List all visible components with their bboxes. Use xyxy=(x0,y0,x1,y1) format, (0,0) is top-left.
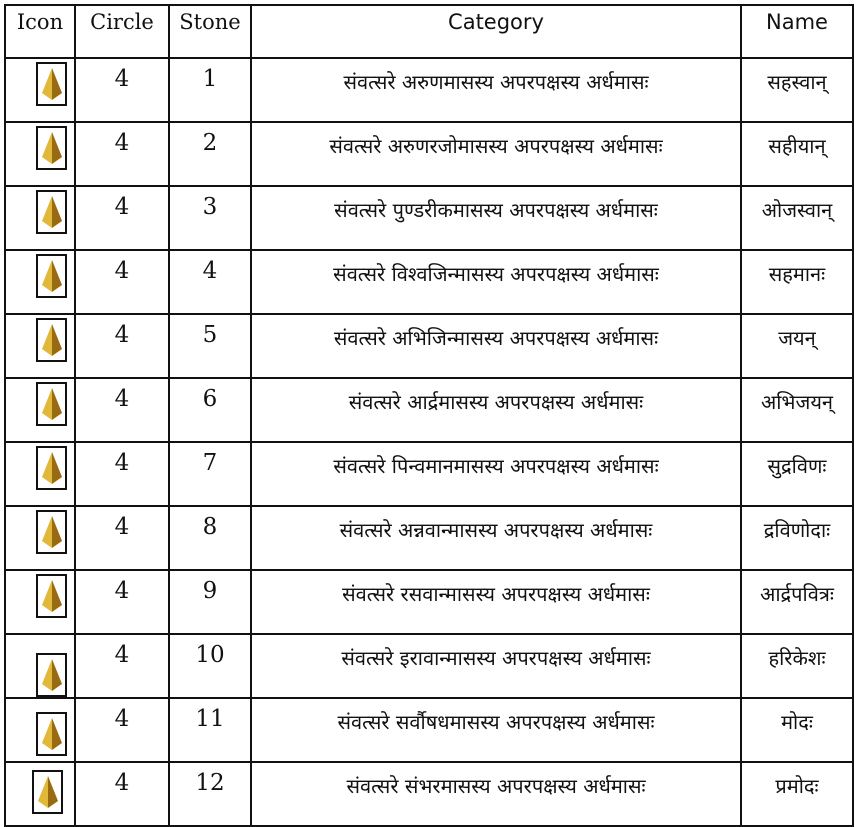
gold-pyramid-icon xyxy=(36,126,67,170)
name-cell: आर्द्रपवित्रः xyxy=(741,570,853,634)
stone-cell: 1 xyxy=(169,58,251,122)
icon-cell xyxy=(5,442,75,506)
category-cell: संवत्सरे इरावान्मासस्य अपरपक्षस्य अर्धमासः xyxy=(251,634,741,698)
stone-cell: 10 xyxy=(169,634,251,698)
stones-table xyxy=(4,4,854,827)
header-name: Name xyxy=(741,5,853,58)
stone-cell: 3 xyxy=(169,186,251,250)
table-row xyxy=(5,506,853,570)
gold-pyramid-icon xyxy=(36,653,67,697)
name-cell: प्रमोदः xyxy=(741,762,853,826)
name-cell: सहमानः xyxy=(741,250,853,314)
icon-cell xyxy=(5,378,75,442)
icon-cell xyxy=(5,506,75,570)
icon-cell xyxy=(5,314,75,378)
category-cell: संवत्सरे अरुणमासस्य अपरपक्षस्य अर्धमासः xyxy=(251,58,741,122)
table-row xyxy=(5,250,853,314)
stone-cell: 11 xyxy=(169,698,251,762)
name-cell: मोदः xyxy=(741,698,853,762)
category-cell: संवत्सरे अरुणरजोमासस्य अपरपक्षस्य अर्धमासः xyxy=(251,122,741,186)
name-cell: हरिकेशः xyxy=(741,634,853,698)
name-cell: सहस्वान् xyxy=(741,58,853,122)
circle-cell: 4 xyxy=(75,442,169,506)
name-cell: जयन् xyxy=(741,314,853,378)
stone-cell: 2 xyxy=(169,122,251,186)
circle-cell: 4 xyxy=(75,570,169,634)
gold-pyramid-icon xyxy=(36,382,67,426)
category-cell: संवत्सरे अभिजिन्मासस्य अपरपक्षस्य अर्धमासः xyxy=(251,314,741,378)
stone-cell: 12 xyxy=(169,762,251,826)
category-cell: संवत्सरे विश्वजिन्मासस्य अपरपक्षस्य अर्धमासः xyxy=(251,250,741,314)
stone-cell: 7 xyxy=(169,442,251,506)
table-row xyxy=(5,634,853,698)
icon-cell xyxy=(5,58,75,122)
icon-cell xyxy=(5,698,75,762)
icon-cell xyxy=(5,122,75,186)
table-row xyxy=(5,58,853,122)
category-cell: संवत्सरे पुण्डरीकमासस्य अपरपक्षस्य अर्धमासः xyxy=(251,186,741,250)
name-cell: अभिजयन् xyxy=(741,378,853,442)
table-row xyxy=(5,122,853,186)
icon-cell xyxy=(5,570,75,634)
gold-pyramid-icon xyxy=(36,190,67,234)
stone-cell: 9 xyxy=(169,570,251,634)
gold-pyramid-icon xyxy=(36,318,67,362)
header-icon: Icon xyxy=(5,5,75,58)
gold-pyramid-icon xyxy=(36,712,67,756)
circle-cell: 4 xyxy=(75,250,169,314)
icon-cell xyxy=(5,762,75,826)
table-row xyxy=(5,698,853,762)
circle-cell: 4 xyxy=(75,186,169,250)
gold-pyramid-icon xyxy=(36,62,67,106)
circle-cell: 4 xyxy=(75,506,169,570)
stone-cell: 6 xyxy=(169,378,251,442)
category-cell: संवत्सरे अन्नवान्मासस्य अपरपक्षस्य अर्धमासः xyxy=(251,506,741,570)
circle-cell: 4 xyxy=(75,314,169,378)
gold-pyramid-icon xyxy=(32,770,63,814)
stone-cell: 8 xyxy=(169,506,251,570)
header-category: Category xyxy=(251,5,741,58)
circle-cell: 4 xyxy=(75,762,169,826)
category-cell: संवत्सरे आर्द्रमासस्य अपरपक्षस्य अर्धमासः xyxy=(251,378,741,442)
stone-cell: 5 xyxy=(169,314,251,378)
icon-cell xyxy=(5,186,75,250)
icon-cell xyxy=(5,634,75,698)
table-row xyxy=(5,762,853,826)
gold-pyramid-icon xyxy=(36,446,67,490)
category-cell: संवत्सरे पिन्वमानमासस्य अपरपक्षस्य अर्धमासः xyxy=(251,442,741,506)
name-cell: ओजस्वान् xyxy=(741,186,853,250)
category-cell: संवत्सरे सर्वौषधमासस्य अपरपक्षस्य अर्धमासः xyxy=(251,698,741,762)
table-row xyxy=(5,314,853,378)
header-stone: Stone xyxy=(169,5,251,58)
name-cell: सुद्रविणः xyxy=(741,442,853,506)
icon-cell xyxy=(5,250,75,314)
circle-cell: 4 xyxy=(75,122,169,186)
header-row xyxy=(5,5,853,58)
gold-pyramid-icon xyxy=(36,510,67,554)
table-row xyxy=(5,186,853,250)
name-cell: द्रविणोदाः xyxy=(741,506,853,570)
gold-pyramid-icon xyxy=(36,574,67,618)
category-cell: संवत्सरे रसवान्मासस्य अपरपक्षस्य अर्धमासः xyxy=(251,570,741,634)
name-cell: सहीयान् xyxy=(741,122,853,186)
circle-cell: 4 xyxy=(75,634,169,698)
table-row xyxy=(5,378,853,442)
circle-cell: 4 xyxy=(75,698,169,762)
stone-cell: 4 xyxy=(169,250,251,314)
table-row xyxy=(5,442,853,506)
table-row xyxy=(5,570,853,634)
header-circle: Circle xyxy=(75,5,169,58)
category-cell: संवत्सरे संभरमासस्य अपरपक्षस्य अर्धमासः xyxy=(251,762,741,826)
circle-cell: 4 xyxy=(75,58,169,122)
gold-pyramid-icon xyxy=(36,254,67,298)
circle-cell: 4 xyxy=(75,378,169,442)
